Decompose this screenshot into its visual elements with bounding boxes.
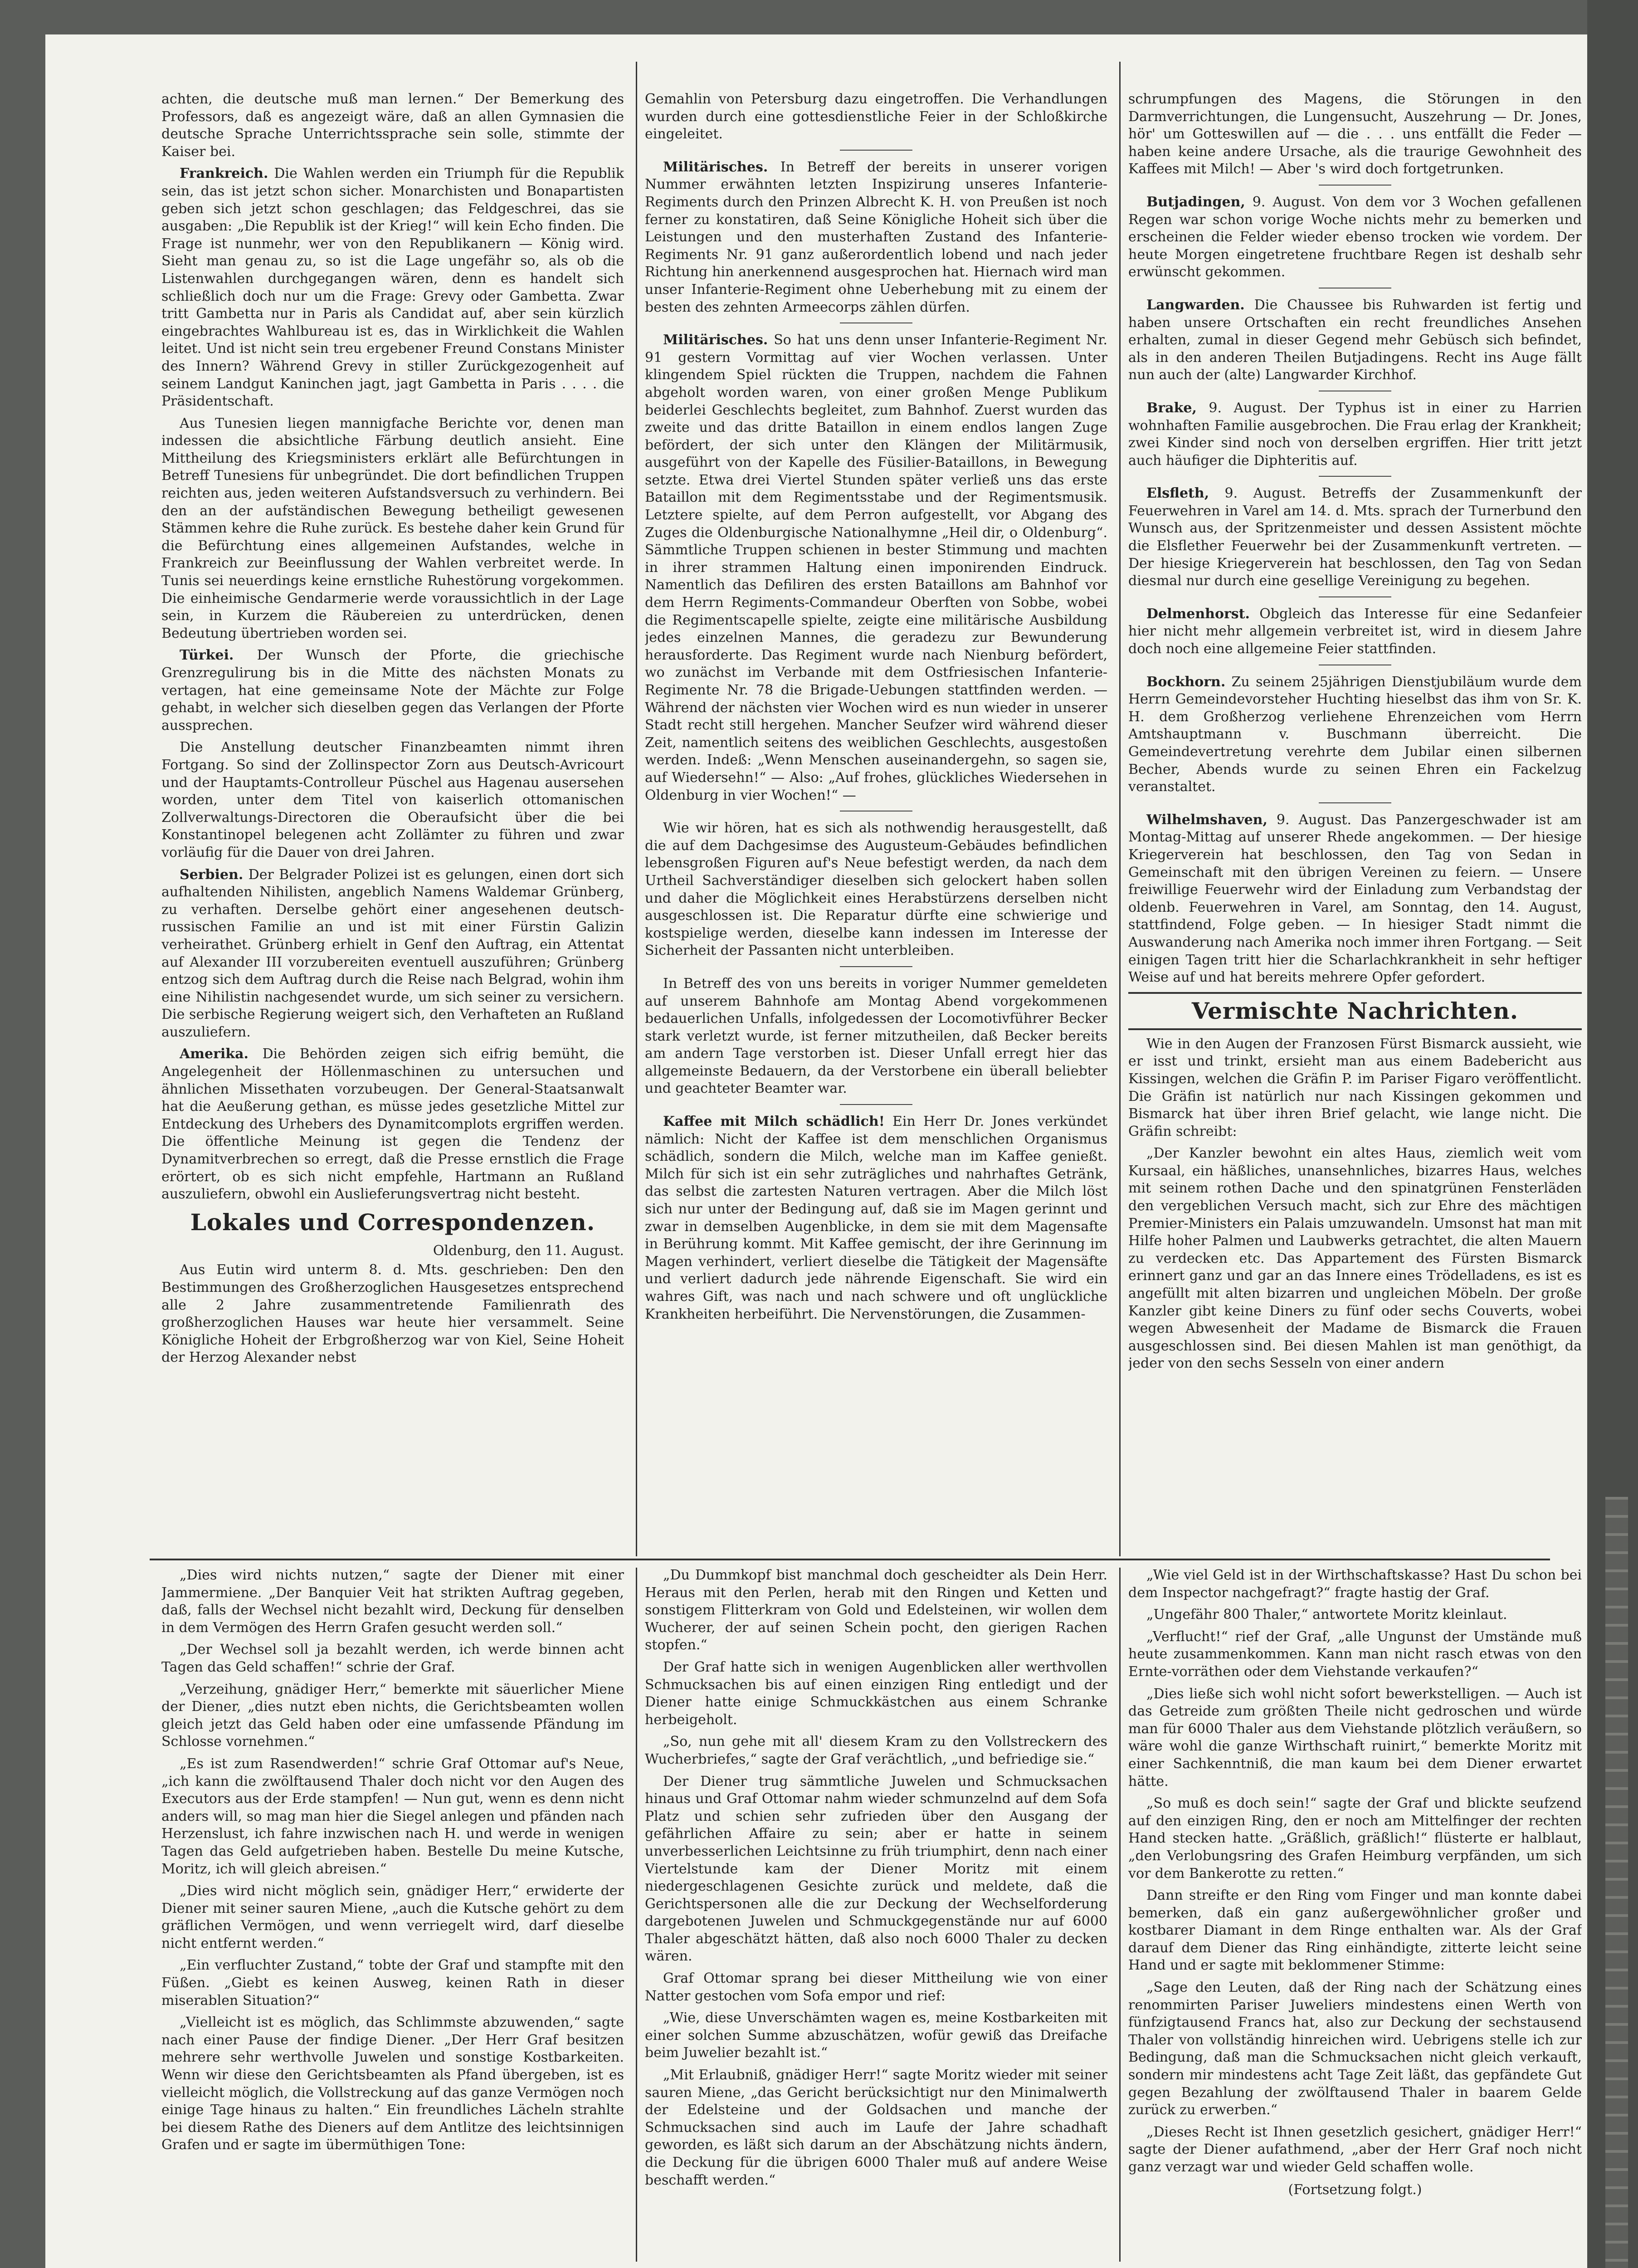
article-text: Der Wunsch der Pforte, die griechische Grenzregulirung bis in die Mitte des nächsten Monats zu vertagen, hat eine gemeinsame Note der Mächte zur Folge gehabt, in welcher sich dieselben gegen das Verlangen der Pforte aussprechen.: [161, 647, 624, 733]
article-text: Zu seinem 25jährigen Dienstjubiläum wurde dem Herrn Gemeindevorsteher Huchting hieselbst das ihm von Sr. K. H. dem Großherzog verliehene Ehrenzeichen vom Herrn Amtshauptmann v. Buschmann überreicht. Die Gemeindevertretung verehrte dem Jubilar einen silbernen Becher, Abends wurde zu seinen Ehren ein Fackelzug veranstaltet.: [1128, 674, 1582, 795]
article-text: 9. August. Betreffs der Zusammenkunft der Feuerwehren in Varel am 14. d. Mts. sprach der Turnerbund den Wunsch aus, der Spritzenmeister und dessen Assistent möchte die Elsflether Feuerwehr bei der Zusammenkunft vertreten. — Der hiesige Kriegerverein hat beschlossen, den Tag von Sedan diesmal nur durch eine gesellige Vereinigung zu begehen.: [1128, 485, 1582, 589]
article-paragraph: [1128, 1795, 1582, 1882]
article-text: Aus Tunesien liegen mannigfache Berichte vor, denen man indessen die absichtliche Färbung deutlich ansieht. Eine Mittheilung des Kriegsministers erklärt alle Befürchtungen in Betreff Tunesiens für unbegründet. Die dort befindlichen Truppen reichten aus, jeden weiteren Aufstandsversuch zu verhindern. Bei den an der aufständischen Bewegung betheiligt gewesenen Stämmen kehre die Ruhe zurück. Es bestehe daher kein Grund für die Befürchtung eines allgemeinen Aufstandes, welche in Frankreich zur Beeinflussung der Wahlen verbreitet werde. In Tunis sei neuerdings keine ernstliche Ruhestörung vorgekommen. Die einheimische Gendarmerie werde voraussichtlich in der Lage sein, in Kurzem die Räubereien zu unterdrücken, denen Bedeutung übertrieben worden sei.: [161, 415, 624, 641]
article-paragraph: [161, 1567, 624, 1637]
article-text: Aus Eutin wird unterm 8. d. Mts. geschrieben: Den den Bestimmungen des Großherzoglichen Hausgesetzes entsprechend alle 2 Jahre zusammentretende Familienrath des großherzoglichen Hauses war heute hier versammelt. Seine Königliche Hoheit der Erbgroßherzog war von Kiel, Seine Hoheit der Herzog Alexander nebst: [161, 1262, 624, 1366]
article-text: „Dies wird nichts nutzen,“ sagte der Diener mit einer Jammermiene. „Der Banquier Veit hat strikten Auftrag gegeben, daß, falls der Wechsel nicht bezahlt wird, Deckung für denselben in dem Vermögen des Herrn Grafen gesucht werden soll.“: [161, 1567, 624, 1636]
article-text: „Ungefähr 800 Thaler,“ antwortete Moritz kleinlaut.: [1146, 1607, 1507, 1623]
article-text: Die Chaussee bis Ruhwarden ist fertig und haben unsere Ortschaften ein recht freundliches Ansehen erhalten, zumal in dieser Gegend mehr Gebüsch sich befindet, als in den anderen Theilen Butjadingens. Recht ins Auge fällt nun auch der (alte) Langwarder Kirchhof.: [1128, 297, 1582, 383]
article-text: Wie wir hören, hat es sich als nothwendig herausgestellt, daß die auf dem Dachgesimse des Augusteum-Gebäudes befindlichen lebensgroßen Figuren auf's Neue befestigt werden, da nach dem Urtheil Sachverständiger dieselben sich gelockert haben sollen und daher die Möglichkeit eines Herabstürzens derselben nicht ausgeschlossen ist. Die Reparatur dürfte eine schwierige und kostspielige werden, dieselbe kann indessen im Interesse der Sicherheit der Passanten nicht unterbleiben.: [645, 820, 1107, 959]
article-text: „Dieses Recht ist Ihnen gesetzlich gesichert, gnädiger Herr!“ sagte der Diener aufathmend, „aber der Herr Graf noch nicht ganz verzagt war und wieder Geld schaffen wolle.: [1128, 2124, 1582, 2175]
article-paragraph: [161, 2014, 624, 2154]
continuation-note: (Fortsetzung folgt.): [1288, 2181, 1422, 2198]
article-separator: [1319, 596, 1391, 597]
article-paragraph: [161, 866, 624, 1041]
lower-column-3: [1128, 1567, 1582, 2265]
article-paragraph: [161, 1046, 624, 1203]
article-text: „Der Wechsel soll ja bezahlt werden, ich werde binnen acht Tagen das Geld schaffen!“ schrie der Graf.: [161, 1642, 624, 1675]
article-paragraph: [161, 647, 624, 734]
column-rule: [636, 1568, 637, 2262]
article-title: Frankreich.: [180, 166, 268, 182]
article-paragraph: [161, 1641, 624, 1676]
column-rule: [636, 62, 637, 1556]
article-paragraph: [645, 332, 1107, 804]
article-paragraph: [645, 1970, 1107, 2005]
article-text: „Wie viel Geld ist in der Wirthschaftskasse? Hast Du schon bei dem Inspector nachgefragt?“ fragte hastig der Graf.: [1128, 1567, 1582, 1601]
article-paragraph: [1128, 606, 1582, 658]
article-paragraph: [1128, 194, 1582, 281]
article-text: „Verzeihung, gnädiger Herr,“ bemerkte mit säuerlicher Miene der Diener, „dies nutzt eben nichts, die Gerichtsbeamten wollen gleich jetzt das Geld haben oder eine umfassende Pfändung im Schlosse vornehmen.“: [161, 1681, 624, 1750]
upper-column-2: [645, 91, 1107, 1556]
article-paragraph: [645, 1733, 1107, 1768]
article-paragraph: [161, 1957, 624, 2009]
article-text: Ein Herr Dr. Jones verkündet nämlich: Nicht der Kaffee ist dem menschlichen Organismus schädlich, sondern die Milch, welche man im Kaffee genießt. Milch für sich ist ein sehr zuträgliches und nahrhaftes Getränk, das selbst die zartesten Naturen vertragen. Aber die Milch löst sich nur unter der Bedingung auf, daß sie im Magen gerinnt und zwar in demselben Augenblicke, in dem sie mit dem Magensafte in Berührung kommt. Mit Kaffee gemischt, der ihre Gerinnung im Magen verhindert, verliert dieselbe die Tätigkeit der Magensäfte und verliert dadurch jede nährende Eigenschaft. Sie wird ein wahres Gift, was nach und nach schwere und oft unglückliche Krankheiten herbeiführt. Die Nervenstörungen, die Zusammen-: [645, 1114, 1107, 1322]
article-text: Der Diener trug sämmtliche Juwelen und Schmucksachen hinaus und Graf Ottomar nahm wieder schmunzelnd auf dem Sofa Platz und schien sehr zufrieden über den Ausgang der gefährlichen Affaire zu sein; aber er hatte in seinem unverbesserlichen Leichtsinne zu früh triumphirt, denn nach einer Viertelstunde kam der Diener Moritz mit einem niedergeschlagenen Gesichte zurück und meldete, daß die Gerichtspersonen alle die zur Deckung der Wechselforderung dargebotenen Juwelen und Schmuckgegenstände nur auf 6000 Thaler abgeschätzt hätten, daß also noch 6000 Thaler zu decken wären.: [645, 1773, 1107, 1965]
article-title: Langwarden.: [1146, 297, 1245, 313]
article-text: „Dies ließe sich wohl nicht sofort bewerkstelligen. — Auch ist das Getreide zum größten Theile nicht gedroschen und würde man für 6000 Thaler aus dem Viehstande plötzlich veräußern, so wäre wohl die ganze Wirthschaft ruinirt,“ bemerkte Moritz mit einer Sachkenntniß, die man kaum bei dem Diener erwartet hätte.: [1128, 1686, 1582, 1789]
article-paragraph: [645, 820, 1107, 960]
article-paragraph: [161, 1755, 624, 1878]
article-paragraph: [1128, 400, 1582, 469]
article-title: Elsfleth,: [1146, 485, 1209, 502]
article-paragraph: [1128, 1036, 1582, 1141]
article-paragraph: [161, 165, 624, 410]
article-paragraph: [1128, 1887, 1582, 1975]
article-text: „Verflucht!“ rief der Graf, „alle Ungunst der Umstände muß heute zusammenkommen. Kann man nicht rasch etwas von den Ernte-vorräthen oder dem Viehstande verkaufen?“: [1128, 1628, 1582, 1680]
article-paragraph: [1128, 811, 1582, 987]
section-heading: Lokales und Correspondenzen.: [190, 1208, 595, 1236]
article-text: schrumpfungen des Magens, die Störungen in den Darmverrichtungen, die Lungensucht, Auszehrung — Dr. Jones, hör' um Gotteswillen auf — die . . . uns entfällt die Feder — haben keine andere Ursache, als die traurige Gewohnheit des Kaffees mit Milch! — Aber 's wird doch fortgetrunken.: [1128, 91, 1582, 177]
article-text: Die Anstellung deutscher Finanzbeamten nimmt ihren Fortgang. So sind der Zollinspector Zorn aus Deutsch-Avricourt und der Hauptamts-Controlleur Püschel aus Hagenau ausersehen worden, unter dem Titel von kaiserlich ottomanischen Zollverwaltungs-Directoren die Oberaufsicht über die bei Konstantinopel belegenen acht Zollämter zu führen und zwar vorläufig für die Dauer von drei Jahren.: [161, 739, 624, 860]
article-title: Kaffee mit Milch schädlich!: [663, 1114, 885, 1130]
article-text: Der Graf hatte sich in wenigen Augenblicken aller werthvollen Schmucksachen bis auf einen einzigen Ring entledigt und der Diener hatte einige Schmuckkästchen aus einem Schranke herbeigeholt.: [645, 1659, 1107, 1728]
article-paragraph: [1128, 485, 1582, 590]
article-text: 9. August. Von dem vor 3 Wochen gefallenen Regen war schon vorige Woche nichts mehr zu bemerken und erscheinen die Felder wieder ebenso trocken wie vordem. Der heute Morgen eingetretene fruchtbare Regen ist deshalb sehr erwünscht gekommen.: [1128, 194, 1582, 280]
article-paragraph: [645, 1773, 1107, 1966]
article-paragraph: [645, 2009, 1107, 2062]
article-paragraph: [1128, 297, 1582, 384]
article-paragraph: [645, 1567, 1107, 1654]
article-text: Obgleich das Interesse für eine Sedanfeier hier nicht mehr allgemein verbreitet ist, wird in diesem Jahre doch noch eine allgemeine Feier stattfinden.: [1128, 606, 1582, 657]
article-paragraph: [1128, 1686, 1582, 1791]
article-text: Gemahlin von Petersburg dazu eingetroffen. Die Verhandlungen wurden durch eine gottesdienstliche Feier in der Schloßkirche eingeleitet.: [645, 91, 1107, 142]
article-text: „Mit Erlaubniß, gnädiger Herr!“ sagte Moritz wieder mit seiner sauren Miene, „das Gericht berücksichtigt nur den Minimalwerth der Edelsteine und der Goldsachen und manche der Schmucksachen sind auch im Laufe der Jahre schadhaft geworden, es läßt sich darum an der Abschätzung nichts ändern, die Deckung für die übrigen 6000 Thaler muß auf andere Weise beschafft werden.“: [645, 2067, 1107, 2188]
section-heading: Vermischte Nachrichten.: [1128, 992, 1582, 1030]
article-paragraph: [1128, 91, 1582, 178]
article-paragraph: [161, 1681, 624, 1751]
article-paragraph: [161, 91, 624, 161]
article-text: „So muß es doch sein!“ sagte der Graf und blickte seufzend auf den einzigen Ring, den er noch am Mittelfinger der rechten Hand stecken hatte. „Gräßlich, gräßlich!“ flüsterte er halblaut, „den Verlobungsring des Grafen Heimburg verpfänden, um sich vor dem Bankerotte zu retten.“: [1128, 1795, 1582, 1882]
article-text: „Du Dummkopf bist manchmal doch gescheidter als Dein Herr. Heraus mit den Perlen, herab mit den Ringen und Ketten und sonstigem Flitterkram von Gold und Edelsteinen, wir wollen dem Wucherer, der auf seinen Schein pocht, den gierigen Rachen stopfen.“: [645, 1567, 1107, 1653]
article-paragraph: [1128, 1606, 1582, 1624]
article-paragraph: [645, 1113, 1107, 1323]
upper-column-1: [161, 91, 624, 1556]
column-rule: [1119, 1568, 1121, 2262]
article-title: Brake,: [1146, 400, 1197, 416]
article-title: Delmenhorst.: [1146, 606, 1250, 622]
article-text: 9. August. Der Typhus ist in einer zu Harrien wohnhaften Familie ausgebrochen. Die Frau erlag der Krankheit; zwei Kinder sind noch von derselben ergriffen. Hier tritt jetzt auch häufiger die Diphteritis auf.: [1128, 400, 1582, 469]
article-text: „So, nun gehe mit all' diesem Kram zu den Vollstreckern des Wucherbriefes,“ sagte der Graf verächtlich, „und befriedige sie.“: [645, 1734, 1107, 1767]
dateline: Oldenburg, den 11. August.: [433, 1242, 624, 1259]
article-paragraph: [161, 739, 624, 861]
article-text: 9. August. Das Panzergeschwader ist am Montag-Mittag auf unserer Rhede angekommen. — Der hiesige Kriegerverein hat beschlossen, den Tag von Sedan in Gemeinschaft mit den übrigen Vereinen zu feiern. — Unsere freiwillige Feuerwehr wird der Einladung zum Verbandstag der oldenb. Feuerwehren in Varel, am Sonntag, den 14. August, stattfindend, Folge geben. — In hiesiger Stadt nimmt die Auswanderung nach Amerika noch immer ihren Fortgang. — Seit einigen Tagen tritt hier die Scharlachkrankheit in sehr heftiger Weise auf und hat bereits mehrere Opfer gefordert.: [1128, 811, 1582, 986]
article-text: achten, die deutsche muß man lernen.“ Der Bemerkung des Professors, daß es angezeigt wäre, daß an allen Gymnasien die deutsche Sprache Unterrichtssprache sein solle, stimmte der Kaiser bei.: [161, 91, 624, 160]
article-text: In Betreff des von uns bereits in voriger Nummer gemeldeten auf unserem Bahnhofe am Montag Abend vorgekommenen bedauerlichen Unfalls, infolgedessen der Locomotivführer Becker stark verletzt wurde, ist ferner mitzutheilen, daß Becker bereits am andern Tage verstorben ist. Dieser Unfall erregt hier das allgemeinste Bedauern, da der Verstorbene ein überall beliebter und geachteter Beamter war.: [645, 975, 1107, 1097]
article-text: Die Behörden zeigen sich eifrig bemüht, die Angelegenheit der Höllenmaschinen zu untersuchen und ähnlichen Missethaten vorzubeugen. Der General-Staatsanwalt hat die Aeußerung gethan, es müsse jedes gesetzliche Mittel zur Entdeckung des Urhebers des Dynamitcomplots ergriffen werden. Die öffentliche Meinung ist gegen die Tendenz der Dynamitverbrechen so erregt, daß die Presse ernstlich die Frage erörtert, ob es sich nicht empfehle, Hartmann an Rußland auszuliefern, obwohl ein Auslieferungsvertrag nicht besteht.: [161, 1046, 624, 1202]
article-text: „Wie, diese Unverschämten wagen es, meine Kostbarkeiten mit einer solchen Summe abzuschätzen, wofür gewiß das Dreifache beim Juwelier bezahlt ist.“: [645, 2010, 1107, 2061]
article-text: „Sage den Leuten, daß der Ring nach der Schätzung eines renommirten Pariser Juweliers mindestens einen Werth von fünfzigtausend Francs hat, also zur Deckung der sechstausend Thaler von vollständig hinreichen wird. Uebrigens stelle ich zur Bedingung, daß man die Schmucksachen nicht gleich verkauft, sondern mir mindestens acht Tage Zeit läßt, das gepfändete Gut gegen Bezahlung der zwölftausend Thaler in baarem Gelde zurück zu erwerben.“: [1128, 1980, 1582, 2118]
article-text: Der Belgrader Polizei ist es gelungen, einen dort sich aufhaltenden Nihilisten, angeblich Namens Waldemar Grünberg, zu verhaften. Derselbe gehört einer angesehenen deutsch-russischen Familie an und ist mit einer Fürstin Galizin verheirathet. Grünberg erhielt in Genf den Auftrag, ein Attentat auf Alexander III vorzubereiten eventuell auszuführen; Grünberg entzog sich dem Auftrag durch die Reise nach Belgrad, wohin ihm eine Nihilistin nachgesendet wurde, um sich seiner zu versichern. Die serbische Regierung weigert sich, den Verhafteten an Rußland auszuliefern.: [161, 866, 624, 1040]
article-paragraph: [1128, 1145, 1582, 1373]
lower-column-2: [645, 1567, 1107, 2265]
article-text: „Ein verfluchter Zustand,“ tobte der Graf und stampfte mit den Füßen. „Giebt es keinen Ausweg, keinen Rath in dieser miserablen Situation?“: [161, 1957, 624, 2009]
lower-column-1: [161, 1567, 624, 2265]
article-text: „Dies wird nicht möglich sein, gnädiger Herr,“ erwiderte der Diener mit seiner sauren Miene, „auch die Kutsche gehört zu dem gräflichen Vermögen, und wenn verriegelt wird, darf dieselbe nicht entfernt werden.“: [161, 1883, 624, 1951]
article-text: So hat uns denn unser Infanterie-Regiment Nr. 91 gestern Vormittag auf vier Wochen verlassen. Unter klingendem Spiel rückten die Truppen, nachdem die Fahnen abgeholt worden waren, von einer großen Menge Publikum beiderlei Geschlechts begleitet, zum Bahnhof. Zuerst wurden das zweite und das dritte Bataillon in einem endlos langen Zuge befördert, der sich unter den Klängen der Militärmusik, ausgeführt von der Kapelle des Füsilier-Bataillons, in Bewegung setzte. Etwa drei Viertel Stunden später verließ uns das erste Bataillon mit dem Regimentsstabe und der Regimentsmusik. Letztere spielte, auf dem Perron aufgestellt, vor Abgang des Zuges die Oldenburgische Nationalhymne „Heil dir, o Oldenburg“. Sämmtliche Truppen schienen in bester Stimmung und machten in ihrer strammen Haltung einen imponirenden Eindruck. Namentlich das Defiliren des ersten Bataillons am Bahnhof vor dem Herrn Regiments-Commandeur Oberften von Sobbe, wobei die Regimentscapelle spielte, zeigte eine militärische Ausbildung jedes einzelnen Mannes, die geradezu zur Bewunderung herausforderte. Das Regiment wurde nach Nienburg befördert, wo zunächst im Verbande mit dem Ostfriesischen Infanterie-Regimente Nr. 78 die Brigade-Uebungen stattfinden werden. — Während der nächsten vier Wochen wird es nun wieder in unserer Stadt recht still hergehen. Mancher Seufzer wird während dieser Zeit, namentlich seitens des weiblichen Geschlechts, ausgestoßen werden. Indeß: „Wenn Menschen auseinandergehn, so sagen sie, auf Wiedersehn!“ — Also: „Auf frohes, glückliches Wiedersehen in Oldenburg in vier Wochen!“ —: [645, 332, 1107, 803]
article-paragraph: [645, 91, 1107, 143]
upper-column-3: [1128, 91, 1582, 1556]
article-title: Militärisches.: [663, 159, 768, 175]
article-text: Wie in den Augen der Franzosen Fürst Bismarck aussieht, wie er isst und trinkt, ersieht man aus einem Badebericht aus Kissingen, welchen die Gräfin P. im Pariser Figaro veröffentlicht. Die Gräfin ist natürlich nur nach Kissingen gekommen und Bismarck hat über ihren Brief gelacht, wie lange nicht. Die Gräfin schreibt:: [1128, 1036, 1582, 1139]
article-text: „Es ist zum Rasendwerden!“ schrie Graf Ottomar auf's Neue, „ich kann die zwölftausend Thaler doch nicht vor den Augen des Executors aus der Erde stampfen! — Nun gut, wenn es denn nicht anders will, so mag man hier die Siegel anlegen und pfänden nach Herzenslust, ich fahre inzwischen nach H. und werde in wenigen Tagen das Geld aufgetrieben haben. Bestelle Du meine Kutsche, Moritz, ich will gleich abreisen.“: [161, 1755, 624, 1877]
article-paragraph: [1128, 1628, 1582, 1681]
scan-edge: [1587, 0, 1638, 2268]
article-title: Amerika.: [180, 1046, 249, 1062]
article-paragraph: [1128, 2124, 1582, 2176]
article-paragraph: [1128, 1979, 1582, 2119]
article-text: Die Wahlen werden ein Triumph für die Republik sein, das ist jetzt schon sicher. Monarchisten und Bonapartisten geben sich jetzt schon geschlagen; das Feldgeschrei, das sie ausgaben: „Die Republik ist der Krieg!“ will kein Echo finden. Die Frage ist nunmehr, wer von den Republikanern — König wird. Sieht man genau zu, so ist die Lage ungefähr so, als ob die Listenwahlen durchgegangen wären, denn es handelt sich schließlich doch nur um die Frage: Grevy oder Gambetta. Zwar tritt Gambetta nur in Paris als Candidat auf, aber sein kürzlich eingebrachtes Wahlbureau ist es, das in Wirklichkeit die Wahlen leitet. Und ist nicht sein treu ergebener Freund Constans Minister des Innern? Während Grevy in stiller Zurückgezogenheit auf seinem Landgut Kaninchen jagt, jagt Gambetta in Paris . . . . die Präsidentschaft.: [161, 166, 624, 410]
article-paragraph: [645, 2067, 1107, 2189]
article-text: „Vielleicht ist es möglich, das Schlimmste abzuwenden,“ sagte nach einer Pause der findige Diener. „Der Herr Graf besitzen mehrere sehr werthvolle Juwelen und sonstige Kostbarkeiten. Wenn wir diese den Gerichtsbeamten als Pfand übergeben, ist es vielleicht möglich, die Vollstreckung auf das ganze Vermögen noch einige Tage hinaus zu halten.“ Ein freundliches Lächeln strahlte bei diesem Rathe des Dieners auf dem Antlitze des leichtsinnigen Grafen und er sagte im übermüthigen Tone:: [161, 2014, 624, 2153]
section-divider: [150, 1559, 1550, 1560]
article-separator: [1319, 476, 1391, 477]
article-separator: [840, 150, 912, 151]
column-rule: [1119, 62, 1121, 1556]
article-title: Wilhelmshaven,: [1146, 811, 1268, 828]
article-title: Serbien.: [180, 866, 244, 883]
article-separator: [840, 1104, 912, 1105]
newspaper-page: [45, 34, 1587, 2268]
article-text: In Betreff der bereits in unserer vorigen Nummer erwähnten letzten Inspizirung unseres Infanterie-Regiments durch den Prinzen Albrecht K. H. von Preußen ist noch ferner zu konstatiren, daß Seine Königliche Hoheit sich über die Leistungen und den musterhaften Zustand des Infanterie-Regiments Nr. 91 ganz außerordentlich lobend und nach jeder Richtung hin anerkennend ausgesprochen hat. Hiernach wird man unser Infanterie-Regiment ohne Ueberhebung mit zu einem der besten des zehnten Armeecorps zählen dürfen.: [645, 159, 1107, 315]
article-text: Graf Ottomar sprang bei dieser Mittheilung wie von einer Natter gestochen vom Sofa empor und rief:: [645, 1970, 1107, 2004]
article-separator: [1319, 185, 1391, 186]
article-paragraph: [645, 975, 1107, 1098]
article-separator: [840, 966, 912, 967]
article-paragraph: [645, 1659, 1107, 1729]
article-title: Butjadingen,: [1146, 194, 1245, 210]
article-title: Militärisches.: [663, 332, 768, 348]
article-paragraph: [1128, 674, 1582, 796]
article-text: Dann streifte er den Ring vom Finger und man konnte dabei bemerken, daß ein ganz außergewöhnlicher großer und kostbarer Diamant in dem Ringe enthalten war. Als der Graf darauf dem Diener das Ring einhändigte, zitterte leicht seine Hand und er sagte mit beklommener Stimme:: [1128, 1887, 1582, 1974]
article-text: „Der Kanzler bewohnt ein altes Haus, ziemlich weit vom Kursaal, ein häßliches, unansehnliches, bizarres Haus, welches mit seinem rothen Dache und den spinatgrünen Fensterläden den vergeblichen Versuch macht, sich zur Ehre des mächtigen Premier-Ministers ein Palais umzuwandeln. Umsonst hat man mit Hilfe hoher Palmen und Laubwerks getrachtet, die alten Mauern zu verdecken etc. Das Appartement des Fürsten Bismarck erinnert ganz und gar an das Innere eines Trödelladens, es ist es angefüllt mit alten bizarren und ungleichen Möbeln. Der große Kanzler gibt keine Diners zu fünf oder sechs Couverts, wobei wegen Abwesenheit der Madame de Bismarck die Frauen ausgeschlossen sind. Bei diesen Mahlen ist man genöthigt, da jeder von den sechs Sesseln von einer andern: [1128, 1145, 1582, 1372]
article-title: Türkei.: [180, 647, 234, 664]
article-paragraph: [161, 1882, 624, 1952]
article-paragraph: [161, 1261, 624, 1367]
article-paragraph: [1128, 1567, 1582, 1602]
article-paragraph: [161, 415, 624, 643]
article-separator: [1319, 802, 1391, 803]
article-title: Bockhorn.: [1146, 674, 1226, 690]
article-paragraph: [645, 159, 1107, 316]
